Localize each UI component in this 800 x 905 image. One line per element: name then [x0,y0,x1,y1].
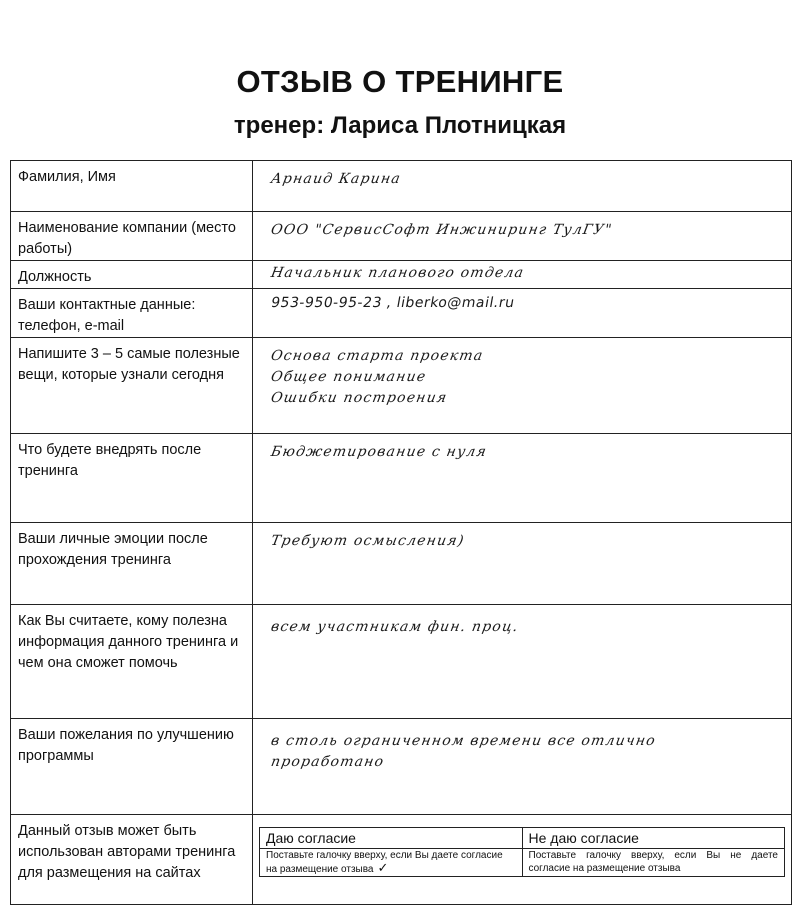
handwritten-answer [253,719,792,815]
question-label: Напишите 3 – 5 самые полезные вещи, которые узнали сегодня [11,338,253,434]
form-row-consent [11,815,792,905]
question-label: Что будете внедрять после тренинга [11,434,253,523]
handwritten-answer [253,261,792,289]
handwritten-answer [253,289,792,338]
answer-line: Ошибки построения [269,390,449,406]
form-row-usefulness [11,605,792,719]
question-label: Ваши контактные данные: телефон, e-mail [11,289,253,338]
answer-line: всем участникам фин. проц. [269,619,521,635]
agree-note-cell [260,849,523,877]
handwritten-answer [253,161,792,212]
question-label: Как Вы считаете, кому полезна информация данного тренинга и чем она сможет помочь [11,605,253,719]
question-label: Должность [11,261,253,289]
form-row-emotions [11,523,792,605]
disagree-note: Поставьте галочку вверху, если Вы не даете согласие на размещение отзыва [528,850,778,874]
question-label: Фамилия, Имя [11,161,253,212]
checkmark-icon: ✓ [377,861,389,876]
answer-line: Начальник планового отдела [269,265,526,281]
form-row-wishes [11,719,792,815]
document-subtitle: тренер: Лариса Плотницкая [233,112,567,139]
question-label: Ваши личные эмоции после прохождения тренинга [11,523,253,605]
feedback-form-table [10,160,792,905]
answer-line: Бюджетирование с нуля [269,444,489,460]
question-label: Данный отзыв может быть использован авторами тренинга для размещения на сайтах [11,815,253,905]
form-row-contacts [11,289,792,338]
form-row-name [11,161,792,212]
answer-line: Арнаид Карина [269,171,403,187]
handwritten-answer [253,523,792,605]
question-label: Наименование компании (место работы) [11,212,253,261]
form-row-position [11,261,792,289]
disagree-title: Не даю согласие [528,830,639,846]
form-row-company [11,212,792,261]
form-row-implement [11,434,792,523]
agree-note: Поставьте галочку вверху, если Вы даете согласие на размещение отзыва [266,850,503,875]
handwritten-answer [253,212,792,261]
form-row-useful-things [11,338,792,434]
disagree-note-cell [522,849,785,877]
answer-line: Общее понимание [269,369,428,385]
handwritten-answer [253,338,792,434]
disagree-option[interactable] [522,828,785,849]
answer-line: в столь ограниченном времени все отлично [269,733,658,749]
answer-line: Требуют осмысления) [269,533,466,549]
document-title: ОТЗЫВ О ТРЕНИНГЕ [236,64,564,99]
handwritten-answer [253,605,792,719]
handwritten-answer [253,434,792,523]
consent-table [259,827,785,877]
consent-options [253,815,792,905]
answer-line: 953-950-95-23 , liberko@mail.ru [269,295,516,311]
answer-line: Основа старта проекта [269,348,485,364]
agree-title: Даю согласие [266,830,356,846]
answer-line: ООО "СервисСофт Инжиниринг ТулГУ" [269,222,614,238]
question-label: Ваши пожелания по улучшению программы [11,719,253,815]
answer-line: проработано [269,754,386,770]
agree-option[interactable] [260,828,523,849]
